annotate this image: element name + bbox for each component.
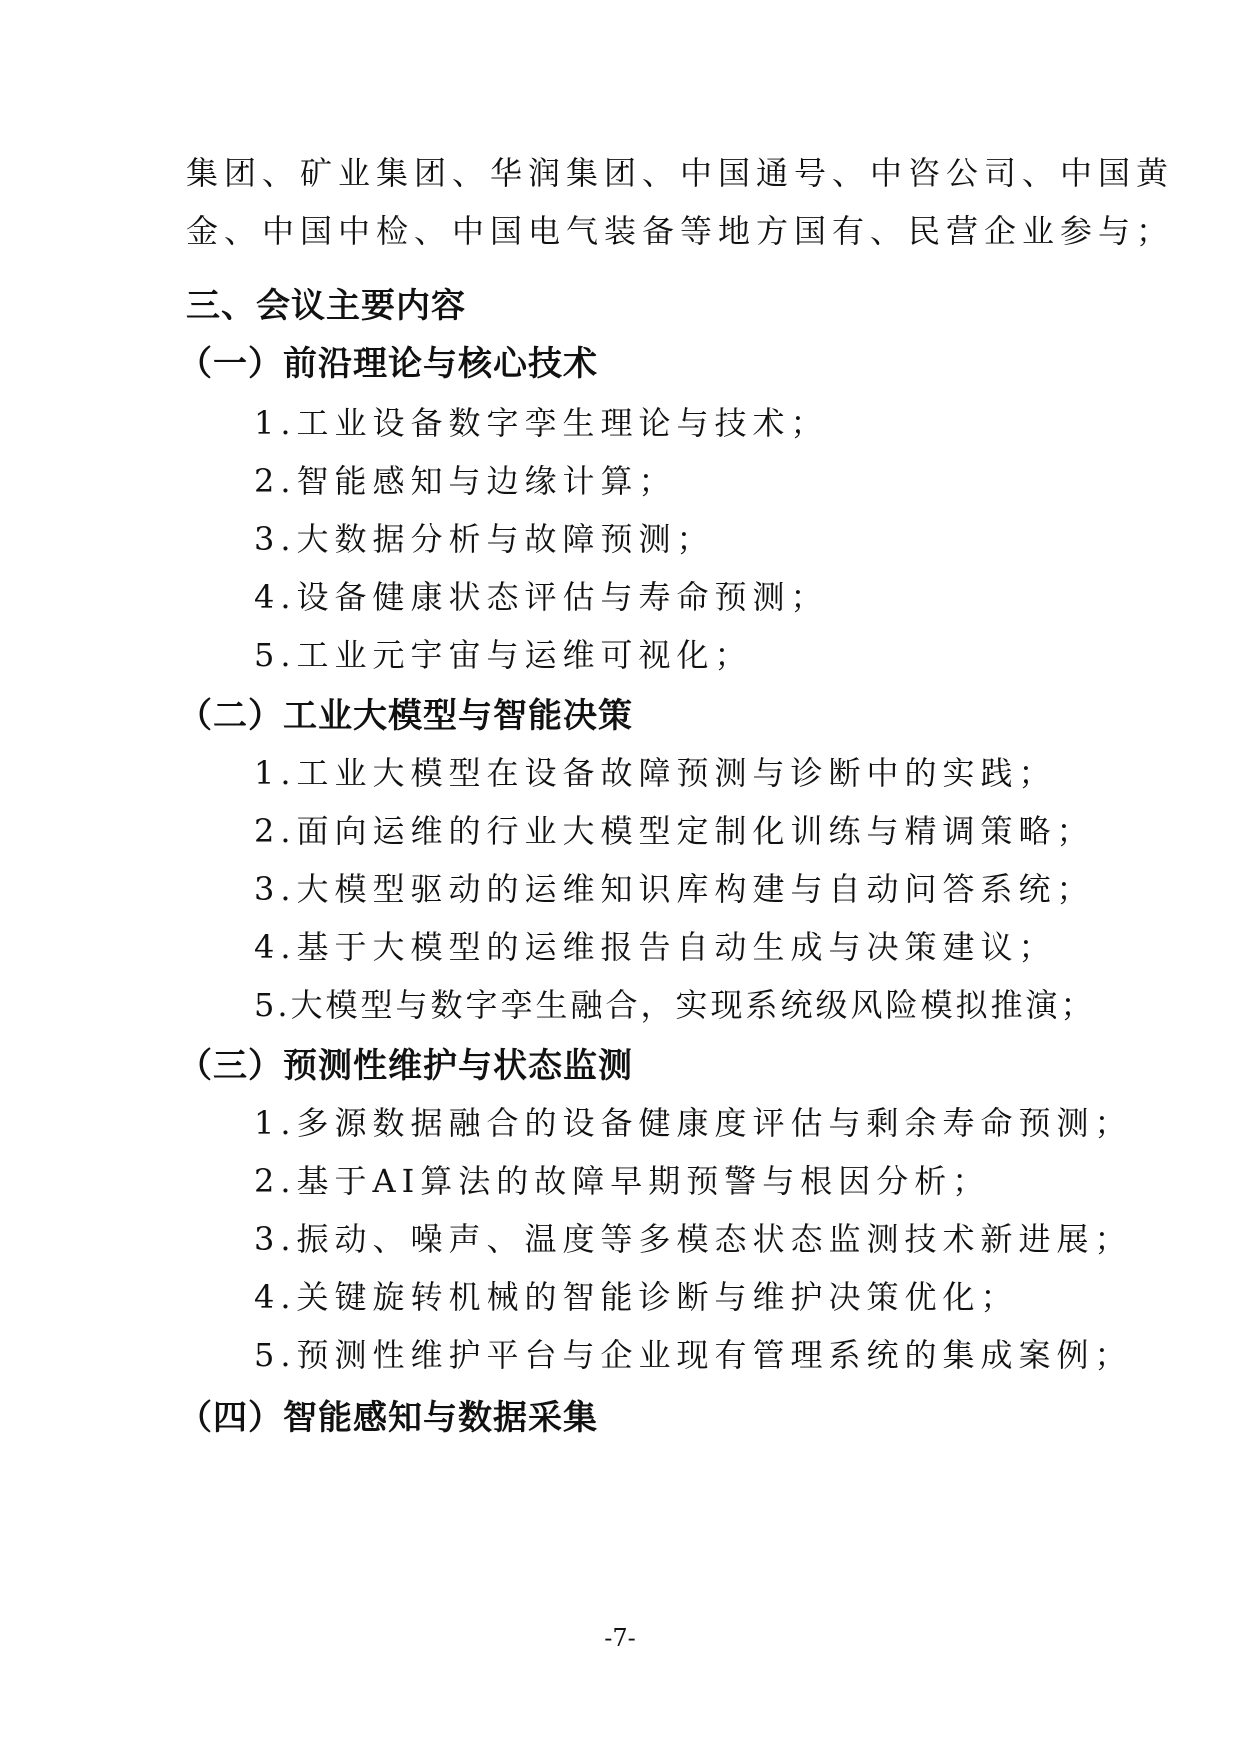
list-item: 5.工业元宇宙与运维可视化； [254,636,753,674]
intro-line-2: 金、中国中检、中国电气装备等地方国有、民营企业参与； [186,212,1175,250]
list-item: 4.关键旋转机械的智能诊断与维护决策优化； [254,1278,1019,1316]
subsection-title-4: （四）智能感知与数据采集 [178,1398,598,1438]
list-item: 2.面向运维的行业大模型定制化训练与精调策略； [254,812,1095,850]
list-item: 1.工业设备数字孪生理论与技术； [254,404,829,442]
subsection-title-1: （一）前沿理论与核心技术 [178,344,598,384]
subsection-title-3: （三）预测性维护与状态监测 [178,1046,633,1086]
list-item: 4.基于大模型的运维报告自动生成与决策建议； [254,928,1057,966]
intro-line-1: 集团、矿业集团、华润集团、中国通号、中咨公司、中国黄 [186,154,1175,192]
list-item: 2.智能感知与边缘计算； [254,462,677,500]
list-item: 1.多源数据融合的设备健康度评估与剩余寿命预测； [254,1104,1133,1142]
list-item: 1.工业大模型在设备故障预测与诊断中的实践； [254,754,1057,792]
list-item: 3.大模型驱动的运维知识库构建与自动问答系统； [254,870,1095,908]
section-title: 三、会议主要内容 [186,286,466,326]
page-number: -7- [604,1624,636,1652]
list-item: 3.大数据分析与故障预测； [254,520,715,558]
list-item: 2.基于AI算法的故障早期预警与根因分析； [254,1162,991,1200]
list-item: 4.设备健康状态评估与寿命预测； [254,578,829,616]
list-item: 5.预测性维护平台与企业现有管理系统的集成案例； [254,1336,1133,1374]
list-item: 3.振动、噪声、温度等多模态状态监测技术新进展； [254,1220,1133,1258]
subsection-title-2: （二）工业大模型与智能决策 [178,696,633,736]
list-item: 5.大模型与数字孪生融合，实现系统级风险模拟推演； [254,986,1096,1024]
